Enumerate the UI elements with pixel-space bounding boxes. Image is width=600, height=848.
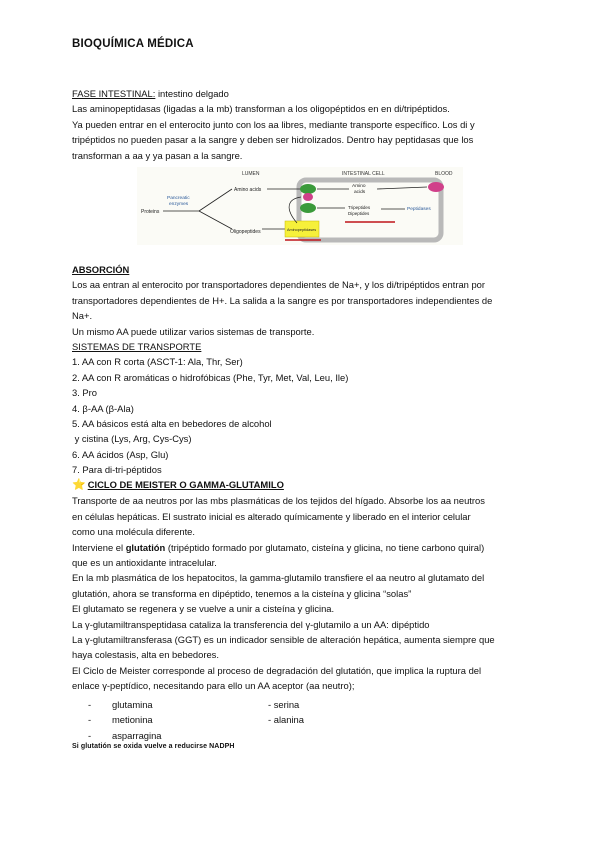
section-fase-intestinal [72,86,532,163]
system-item: 2. AA con R aromáticas o hidrofóbicas (Phe, Tyr, Met, Val, Leu, Ile) [72,371,349,383]
systems-heading: SISTEMAS DE TRANSPORTE [72,341,202,353]
system-item: 6. AA ácidos (Asp, Glu) [72,448,169,460]
paragraph-line: transforman a aa y ya pasan a la sangre. [72,149,243,161]
label-intestinal-cell: INTESTINAL CELL [342,171,385,177]
section-heading-rest: intestino delgado [155,88,229,99]
paragraph-line: Un mismo AA puede utilizar varios sistemas de transporte. [72,325,315,337]
paragraph-line: Ya pueden entrar en el enterocito junto con los aa libres, mediante transporte específico. Los di y [72,118,475,130]
glut-post: (tripéptido formado por glutamato, cisteína y glicina, no tiene carbono quiral) [165,541,485,553]
paragraph-line: La γ-glutamiltranspeptidasa cataliza la transferencia del γ-glutamilo a un AA: dipéptido [72,618,430,630]
label-oligopeptides: Oligopeptides [230,229,261,235]
transporter-pink-1 [303,193,313,201]
system-item: 7. Para di-tri-péptidos [72,464,162,476]
dash: - [88,730,92,741]
section-heading: ABSORCIÓN [72,264,130,275]
paragraph-line: que es un antioxidante intracelular. [72,557,217,569]
paragraph-line: La γ-glutamiltransferasa (GGT) es un indicador sensible de alteración hepática, aumenta siempre que [72,634,495,646]
transporter-green-1 [300,184,316,194]
paragraph-line: El glutamato se regenera y se vuelve a unir a cisteína y glicina. [72,603,335,615]
glutation-term: glutatión [125,541,166,553]
paragraph-line: como una molécula diferente. [72,526,195,538]
label-peptidases: Peptidases [407,207,431,212]
system-item: 1. AA con R corta (ASCT-1: Ala, Thr, Ser) [72,356,243,368]
glut-pre: Interviene el [72,541,126,553]
dash: - [88,714,92,725]
paragraph-line: enlace γ-peptídico, necesitando para ello un AA aceptor (aa neutro); [72,680,355,692]
list-item-label: metionina [112,714,153,725]
section-heading: CICLO DE MEISTER O GAMMA-GLUTAMILO [87,479,284,490]
label-aminopeptidases: Aminopeptidases [287,228,317,232]
system-item: 3. Pro [72,387,98,399]
system-item: y cistina (Lys, Arg, Cys-Cys) [72,433,192,445]
list-item [88,714,153,725]
paragraph-line: Na+. [72,310,93,322]
section-ciclo-meister [72,477,532,694]
paragraph-line [72,540,532,555]
paragraph-line: en células hepáticas. El sustrato inicial es alterado químicamente y liberado en el interior celular [72,510,471,522]
transporter-green-2 [300,203,316,213]
list-item [88,730,162,741]
label-amino-cell: Amino [352,184,366,189]
paragraph-line: El Ciclo de Meister corresponde al proceso de degradación del glutatión, que implica la ruptura del [72,664,482,676]
section-absorcion [72,262,532,478]
paragraph-line: Las aminopeptidasas (ligadas a la mb) transforman a los oligopéptidos en en di/tripéptidos. [72,103,450,115]
paragraph-line: glutatión, ahora se transforma en dipéptido, tenemos a la cisteína y glicina “solas” [72,587,412,599]
section-heading-line [72,86,532,101]
label-dipeptides: Dipeptides [348,211,370,216]
section-heading-line [72,477,532,493]
paragraph-line: En la mb plasmática de los hepatocitos, la gamma-glutamilo transfiere el aa neutro al glutamato del [72,572,485,584]
list-item: - alanina [268,714,304,725]
paragraph-line: haya colestasis, alta en bebedores. [72,649,219,661]
transporter-pink-blood [428,182,444,192]
label-acids-cell: acids [354,190,366,195]
label-pancreatic: Pancreatic [167,196,190,201]
dash: - [88,699,92,710]
protein-digestion-diagram [137,167,463,245]
list-item-label: asparragina [112,730,162,741]
label-enzymes: enzymes [169,202,189,207]
label-blood: BLOOD [435,171,453,177]
label-amino-acids: Amino acids [234,187,262,193]
paragraph-line: Transporte de aa neutros por las mbs plasmáticas de los tejidos del hígado. Absorbe los aa neutros [72,495,485,507]
paragraph-line: Los aa entran al enterocito por transportadores dependientes de Na+, y los di/tripéptidos entran por [72,279,486,291]
label-lumen: LUMEN [242,171,260,177]
star-icon: ⭐ [72,479,86,491]
system-item: 5. AA básicos está alta en bebedores de alcohol [72,418,272,430]
paragraph-line: transportadores dependientes de H+. La salida a la sangre es por transportadores independientes de [72,294,493,306]
page-title: BIOQUÍMICA MÉDICA [72,38,194,50]
footnote: Si glutatión se oxida vuelve a reducirse NADPH [72,743,235,750]
label-tripeptides: Tripeptides [348,205,371,210]
section-heading: FASE INTESTINAL: [72,88,156,99]
paragraph-line: tripéptidos no pueden pasar a la sangre y deben ser hidrolizados. Dentro hay peptidasas que los [72,134,474,146]
list-item: - serina [268,699,300,710]
list-item [88,699,153,710]
system-item: 4. β-AA (β-Ala) [72,402,134,414]
list-item-label: glutamina [112,699,153,710]
label-protein: Proteins [141,209,160,215]
